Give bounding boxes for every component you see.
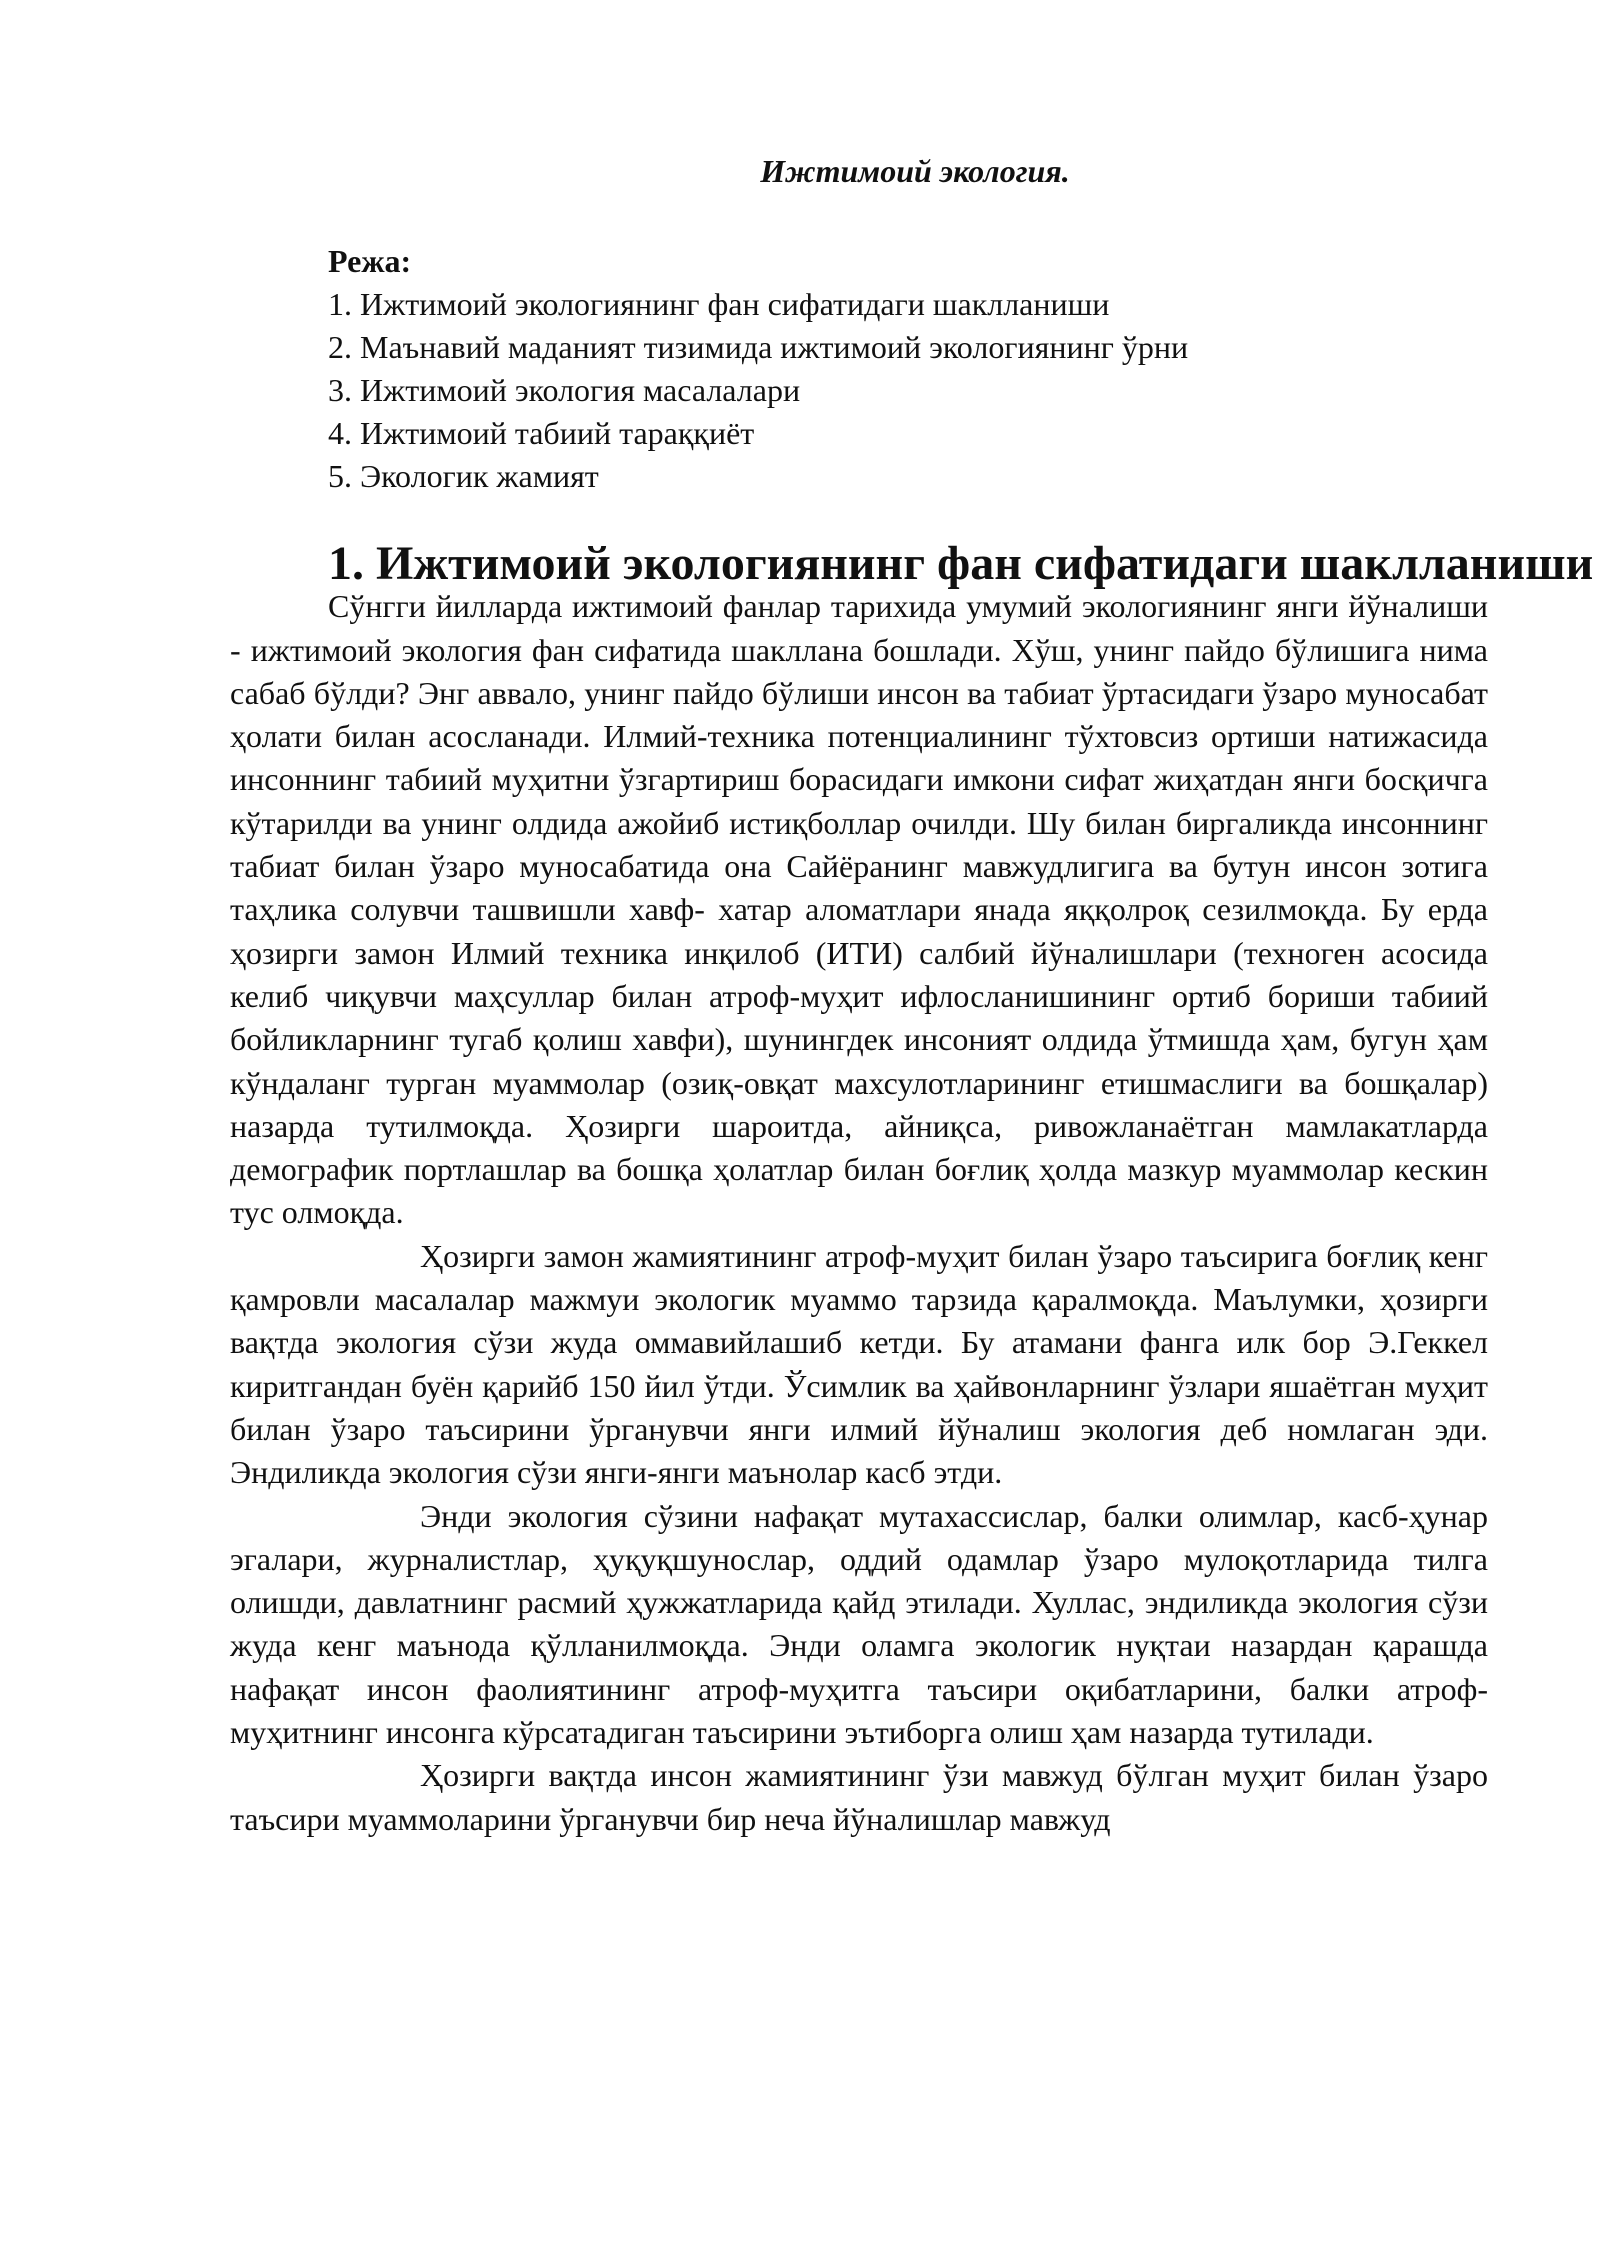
- paragraph: Сўнгги йилларда ижтимоий фанлар тарихида умумий экологиянинг янги йўналиши - ижтимоий экология фан сифатида шакллана бошлади. Хўш, унинг пайдо бўлишига нима сабаб бўлди? Энг аввало, унинг пайдо бўлиши инсон ва табиат ўртасидаги ўзаро муносабат ҳолати билан асосланади. Илмий-техника потенциалининг тўхтовсиз ортиши натижасида инсоннинг табиий муҳитни ўзгартириш борасидаги имкони сифат жиҳатдан янги босқичга кўтарилди ва унинг олдида ажойиб истиқболлар очилди. Шу билан биргаликда инсоннинг табиат билан ўзаро муносабатида она Сайёранинг мавжудлигига ва бутун инсон зотига таҳлика солувчи ташвишли хавф- хатар аломатлари янада яққолроқ сезилмоқда. Бу ерда ҳозирги замон Илмий техника инқилоб (ИТИ) салбий йўналишлари (техноген асосида келиб чиқувчи маҳсуллар билан атроф-муҳит ифлосланишининг ортиб бориши табиий бойликларнинг тугаб қолиш хавфи), шунингдек инсоният олдида ўтмишда ҳам, бугун ҳам кўндаланг турган муаммолар (озиқ-овқат махсулотларининг етишмаслиги ва бошқалар) назарда тутилмоқда. Ҳозирги шароитда, айниқса, ривожланаётган мамлакатларда демографик портлашлар ва бошқа ҳолатлар билан боғлиқ ҳолда мазкур муаммолар кескин тус олмоқда.: [230, 588, 1488, 1231]
- paragraph: Ҳозирги замон жамиятининг атроф-муҳит билан ўзаро таъсирига боғлиқ кенг қамровли масалалар мажмуи экологик муаммо тарзида қаралмоқда. Маълумки, ҳозирги вақтда экология сўзи жуда оммавийлашиб кетди. Бу атамани фанга илк бор Э.Геккел киритгандан буён қарийб 150 йил ўтди. Ўсимлик ва ҳайвонларнинг ўзлари яшаётган муҳит билан ўзаро таъсирини ўрганувчи янги илмий йўналиш экология деб номлаган эди. Эндиликда экология сўзи янги-янги маънолар касб этди.: [230, 1237, 1488, 1491]
- plan-block: [328, 240, 1428, 498]
- plan-item: 3. Ижтимоий экология масалалари: [328, 372, 801, 408]
- document-title: Ижтимоий экология.: [760, 153, 1070, 189]
- section-heading: 1. Ижтимоий экологиянинг фан сифатидаги шаклланиши: [328, 537, 1594, 590]
- plan-item: 5. Экологик жамият: [328, 458, 599, 494]
- section-1: [230, 537, 1594, 1841]
- plan-item: 1. Ижтимоий экологиянинг фан сифатидаги шаклланиши: [328, 286, 1110, 322]
- paragraph: Ҳозирги вақтда инсон жамиятининг ўзи мавжуд бўлган муҳит билан ўзаро таъсири муаммоларини ўрганувчи бир неча йўналишлар мавжуд: [230, 1757, 1488, 1837]
- paragraph: Энди экология сўзини нафақат мутахассислар, балки олимлар, касб-ҳунар эгалари, журналистлар, ҳуқуқшунослар, оддий одамлар ўзаро мулоқотларида тилга олишди, давлатнинг расмий ҳужжатларида қайд этилади. Хуллас, эндиликда экология сўзи жуда кенг маънода қўлланилмоқда. Энди оламга экологик нуқтаи назардан қарашда нафақат инсон фаолиятининг атроф-муҳитга таъсири оқибатларини, балки атроф-муҳитнинг инсонга кўрсатадиган таъсирини эътиборга олиш ҳам назарда тутилади.: [230, 1497, 1488, 1751]
- plan-list: [328, 283, 1428, 498]
- plan-heading: Режа:: [328, 243, 412, 279]
- plan-item: 2. Маънавий маданият тизимида ижтимоий экологиянинг ўрни: [328, 329, 1189, 365]
- plan-item: 4. Ижтимоий табиий тараққиёт: [328, 415, 755, 451]
